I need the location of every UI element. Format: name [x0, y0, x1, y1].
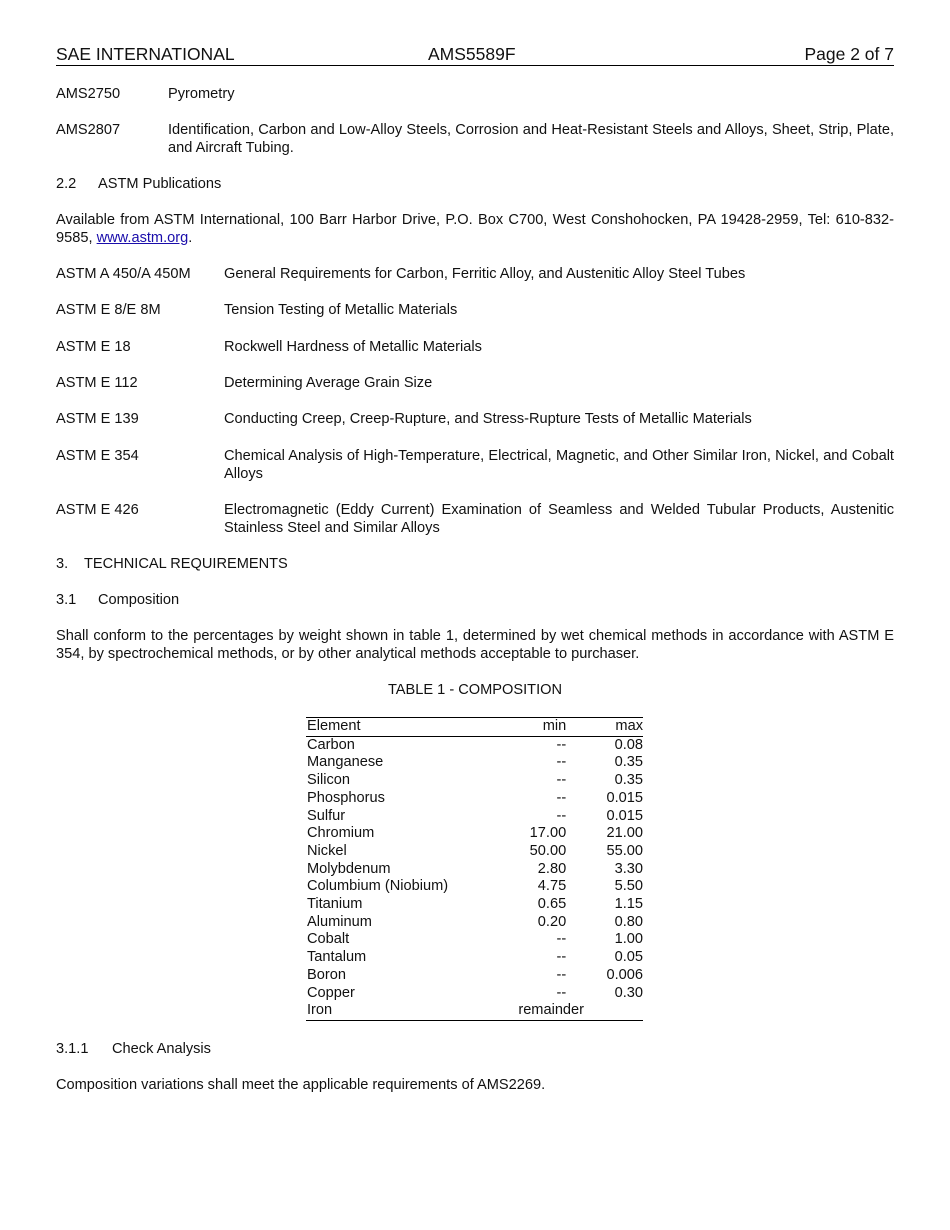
- table-row: [306, 861, 643, 879]
- header-min: min: [506, 718, 566, 737]
- cell-element: Carbon: [307, 736, 355, 753]
- section-heading-3-1-1: [56, 1040, 211, 1058]
- ref-code: AMS2750: [56, 86, 121, 102]
- ref-title: Identification, Carbon and Low-Alloy Steels, Corrosion and Heat-Resistant Steels and Alloys, Sheet, Strip, Plate, and Aircraft Tubing.: [168, 122, 894, 156]
- cell-min: --: [556, 754, 567, 771]
- section-title: Check Analysis: [112, 1041, 211, 1057]
- cell-min: --: [556, 949, 567, 966]
- ref-code: ASTM E 426: [56, 502, 139, 518]
- cell-element: Cobalt: [307, 931, 350, 948]
- header-page-number: Page 2 of 7: [804, 44, 894, 64]
- ref-code: ASTM A 450/A 450M: [56, 266, 191, 282]
- cell-max: 55.00: [606, 842, 643, 859]
- table-row: [306, 878, 643, 896]
- cell-element: Phosphorus: [307, 789, 385, 806]
- table-row: [306, 985, 643, 1003]
- cell-element: Silicon: [307, 772, 350, 789]
- header-org: SAE INTERNATIONAL: [56, 44, 235, 64]
- ref-title: Chemical Analysis of High-Temperature, Electrical, Magnetic, and Other Similar Iron, Nickel, and Cobalt Alloys: [224, 448, 894, 482]
- cell-element: Columbium (Niobium): [307, 878, 449, 895]
- cell-max: 0.30: [614, 984, 643, 1001]
- cell-max: 0.35: [614, 772, 643, 789]
- cell-min: --: [556, 966, 567, 983]
- ref-code: ASTM E 18: [56, 339, 131, 355]
- table-row-remainder: [306, 1002, 643, 1020]
- composition-paragraph: Shall conform to the percentages by weight shown in table 1, determined by wet chemical methods in accordance with ASTM E 354, by spectrochemical methods, or by other analytical methods acceptable to purchaser.: [56, 628, 894, 662]
- section-title: ASTM Publications: [98, 176, 222, 192]
- cell-remainder: [506, 1002, 643, 1020]
- cell-max: 0.015: [606, 807, 643, 824]
- header-max: max: [566, 718, 643, 737]
- page-header: [56, 44, 894, 66]
- table-row: [306, 754, 643, 772]
- composition-table: [306, 717, 643, 1021]
- cell-min: --: [556, 984, 567, 1001]
- cell-element: Aluminum: [307, 913, 372, 930]
- table-row: [306, 914, 643, 932]
- ref-code: AMS2807: [56, 122, 121, 138]
- section-heading-3-1: [56, 591, 179, 609]
- cell-max: 3.30: [614, 860, 643, 877]
- cell-min: --: [556, 772, 567, 789]
- cell-element: Nickel: [307, 842, 347, 859]
- ref-code: ASTM E 139: [56, 411, 139, 427]
- cell-min: 17.00: [529, 825, 567, 842]
- cell-min: --: [556, 931, 567, 948]
- table-row: [306, 736, 643, 754]
- cell-min: 4.75: [537, 878, 567, 895]
- table-row: [306, 790, 643, 808]
- ref-title: Tension Testing of Metallic Materials: [224, 302, 458, 318]
- cell-element: Sulfur: [307, 807, 346, 824]
- ref-title: Conducting Creep, Creep-Rupture, and Stress-Rupture Tests of Metallic Materials: [224, 411, 752, 427]
- table-header-row: [306, 718, 643, 737]
- section-heading-2-2: [56, 175, 221, 193]
- cell-max: 0.006: [606, 966, 643, 983]
- cell-element: Chromium: [307, 825, 375, 842]
- ref-title: Pyrometry: [168, 86, 235, 102]
- cell-min: --: [556, 789, 567, 806]
- ref-code: ASTM E 8/E 8M: [56, 302, 161, 318]
- cell-min: 0.65: [537, 896, 567, 913]
- section-title: Composition: [98, 592, 180, 608]
- cell-max: 0.015: [606, 789, 643, 806]
- cell-max: 0.35: [614, 754, 643, 771]
- table-row: [306, 825, 643, 843]
- remainder-value: remainder: [518, 1002, 585, 1019]
- availability-text: Available from ASTM International, 100 Barr Harbor Drive, P.O. Box C700, West Conshohocken, PA 19428-2959, Tel: 610-832-9585,: [56, 212, 894, 246]
- table-title: TABLE 1 - COMPOSITION: [387, 682, 563, 698]
- table-row: [306, 896, 643, 914]
- check-analysis-paragraph: Composition variations shall meet the applicable requirements of AMS2269.: [56, 1077, 546, 1093]
- table-row: [306, 808, 643, 826]
- cell-element: Titanium: [307, 896, 363, 913]
- section-number: 3.1.1: [56, 1041, 89, 1057]
- header-element: Element: [306, 718, 506, 737]
- table-row: [306, 772, 643, 790]
- cell-element: Copper: [307, 984, 355, 1001]
- ref-title: General Requirements for Carbon, Ferritic Alloy, and Austenitic Alloy Steel Tubes: [224, 266, 746, 282]
- cell-element: Iron: [307, 1002, 333, 1019]
- cell-max: 1.00: [614, 931, 643, 948]
- cell-max: 21.00: [606, 825, 643, 842]
- section-number: 3.: [56, 556, 69, 572]
- astm-website-link[interactable]: www.astm.org: [96, 230, 189, 246]
- cell-min: 2.80: [537, 860, 567, 877]
- cell-element: Tantalum: [307, 949, 367, 966]
- cell-max: 0.08: [614, 736, 643, 753]
- cell-min: --: [556, 736, 567, 753]
- cell-min: 0.20: [537, 913, 567, 930]
- section-number: 3.1: [56, 592, 77, 608]
- table-row: [306, 843, 643, 861]
- cell-max: 0.05: [614, 949, 643, 966]
- table-row: [306, 949, 643, 967]
- ref-code: ASTM E 112: [56, 375, 138, 391]
- cell-min: 50.00: [529, 842, 567, 859]
- header-doc-number: AMS5589F: [428, 44, 516, 64]
- section-heading-3: [56, 555, 288, 573]
- table-body: [306, 736, 643, 1020]
- ref-title: Rockwell Hardness of Metallic Materials: [224, 339, 482, 355]
- cell-max: 5.50: [614, 878, 643, 895]
- section-number: 2.2: [56, 176, 77, 192]
- table-row: [306, 931, 643, 949]
- astm-availability: [56, 211, 894, 247]
- cell-element: Manganese: [307, 754, 384, 771]
- ref-title: Electromagnetic (Eddy Current) Examination of Seamless and Welded Tubular Products, Austenitic Stainless Steel and Similar Alloys: [224, 502, 894, 536]
- trailing-period: .: [188, 230, 193, 246]
- cell-max: 1.15: [614, 896, 643, 913]
- cell-min: --: [556, 807, 567, 824]
- table-row: [306, 967, 643, 985]
- cell-element: Molybdenum: [307, 860, 391, 877]
- ref-title: Determining Average Grain Size: [224, 375, 433, 391]
- cell-max: 0.80: [614, 913, 643, 930]
- cell-element: Boron: [307, 966, 346, 983]
- ref-code: ASTM E 354: [56, 448, 139, 464]
- section-title: TECHNICAL REQUIREMENTS: [84, 556, 288, 572]
